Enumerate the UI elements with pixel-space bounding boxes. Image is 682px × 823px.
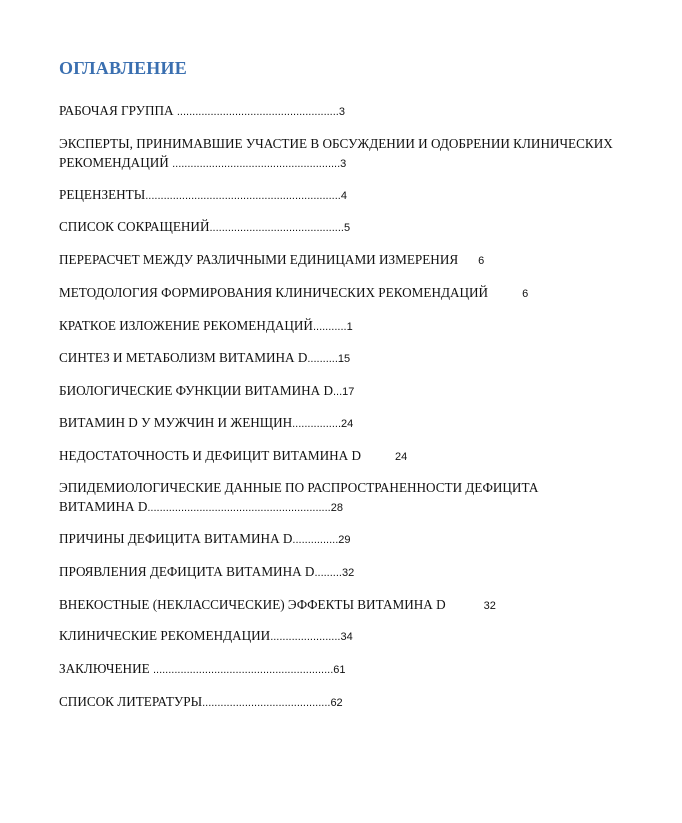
toc-entry-title: ЭПИДЕМИОЛОГИЧЕСКИЕ ДАННЫЕ ПО РАСПРОСТРАНЕННОСТИ ДЕФИЦИТА [59,480,539,495]
toc-entry-leader: ....................... [270,631,341,643]
toc-entry-working-group[interactable] [59,101,659,122]
toc-entry-page: 28 [330,502,343,514]
toc-entry-leader: ..................................................... [176,106,339,118]
toc-entry-references[interactable] [59,692,659,713]
toc-entry-page: 32 [483,600,496,612]
toc-entry-title: ЭКСПЕРТЫ, ПРИНИМАВШИЕ УЧАСТИЕ В ОБСУЖДЕНИИ И ОДОБРЕНИИ КЛИНИЧЕСКИХ [59,136,613,151]
toc-entry-title: СПИСОК ЛИТЕРАТУРЫ [59,694,203,709]
toc-entry-page: 15 [337,353,351,365]
toc-entry-page: 32 [341,567,355,579]
toc-entry-synthesis[interactable] [59,348,659,369]
toc-entry-title: КРАТКОЕ ИЗЛОЖЕНИЕ РЕКОМЕНДАЦИЙ [59,318,313,333]
toc-entry-insufficiency[interactable] [59,446,659,467]
toc-entry-epidemiology[interactable] [59,478,659,518]
toc-entry-title: СИНТЕЗ И МЕТАБОЛИЗМ ВИТАМИНА D [59,350,308,365]
toc-entry-leader: ................................................................ [145,190,341,202]
toc-entry-leader: ............................................ [209,222,344,234]
toc-entry-methodology[interactable] [59,283,659,304]
toc-entry-leader: ............... [292,534,339,546]
toc-entry-manifestations[interactable] [59,562,659,583]
page-title: ОГЛАВЛЕНИЕ [59,58,187,78]
toc-entry-title: ЗАКЛЮЧЕНИЕ [59,661,153,676]
toc-entry-title: БИОЛОГИЧЕСКИЕ ФУНКЦИИ ВИТАМИНА D [59,383,333,398]
toc-entry-title-continued: РЕКОМЕНДАЦИЙ [59,155,173,170]
toc-entry-title: ПЕРЕРАСЧЕТ МЕЖДУ РАЗЛИЧНЫМИ ЕДИНИЦАМИ ИЗМЕРЕНИЯ [59,252,459,267]
toc-entry-title: НЕДОСТАТОЧНОСТЬ И ДЕФИЦИТ ВИТАМИНА D [59,448,361,463]
toc-entry-extraskeletal[interactable] [59,595,659,616]
toc-entry-experts[interactable] [59,134,659,174]
toc-entry-leader: ........................................................... [152,664,334,676]
toc-entry-page: 17 [342,386,355,398]
toc-entry-leader: .......................................... [202,697,331,709]
toc-entry-unit-conversion[interactable] [59,250,659,271]
toc-entry-title: КЛИНИЧЕСКИЕ РЕКОМЕНДАЦИИ [59,628,271,643]
toc-entry-leader: ................ [292,418,342,430]
toc-entry-title: ПРОЯВЛЕНИЯ ДЕФИЦИТА ВИТАМИНА D [59,564,315,579]
toc-entry-title: СПИСОК СОКРАЩЕНИЙ [59,219,210,234]
toc-entry-page: 24 [341,418,354,430]
toc-entry-page: 24 [394,451,408,463]
toc-entry-page: 4 [340,190,347,202]
toc-entry-men-women[interactable] [59,413,659,434]
toc-entry-title: ПРИЧИНЫ ДЕФИЦИТА ВИТАМИНА D [59,531,293,546]
toc-entry-page: 61 [333,664,346,676]
toc-entry-abbreviations[interactable] [59,217,659,238]
toc-entry-page: 29 [338,534,351,546]
toc-entry-conclusion[interactable] [59,659,659,680]
toc-entry-page: 6 [478,255,485,267]
toc-entry-leader: ............................................................ [147,502,331,514]
toc-entry-leader: ........... [312,321,347,333]
toc-entry-title: РАБОЧАЯ ГРУППА [59,103,177,118]
toc-entry-reviewers[interactable] [59,185,659,206]
toc-entry-clinical-recommendations[interactable] [59,626,659,647]
toc-entry-title: МЕТОДОЛОГИЯ ФОРМИРОВАНИЯ КЛИНИЧЕСКИХ РЕКОМЕНДАЦИЙ [59,285,489,300]
toc-entry-leader: ... [332,386,343,398]
toc-entry-biological-functions[interactable] [59,381,659,402]
toc-entry-title: ВИТАМИН D У МУЖЧИН И ЖЕНЩИН [59,415,293,430]
toc-entry-page: 34 [340,631,353,643]
toc-entry-leader: ......... [314,567,342,579]
toc-entry-page: 62 [330,697,343,709]
toc-entry-title: РЕЦЕНЗЕНТЫ [59,187,146,202]
toc-entry-title-continued: ВИТАМИНА D [59,499,148,514]
toc-entry-leader: .......... [307,353,338,365]
toc-entry-page: 1 [346,321,353,333]
toc-entry-leader: ....................................................... [172,158,341,170]
toc-entry-page: 3 [338,106,345,118]
toc-entry-causes[interactable] [59,529,659,550]
toc-entry-page: 3 [340,158,347,170]
toc-entry-summary[interactable] [59,316,659,337]
toc-entry-title: ВНЕКОСТНЫЕ (НЕКЛАССИЧЕСКИЕ) ЭФФЕКТЫ ВИТАМИНА D [59,597,446,612]
toc-entry-page: 6 [522,288,529,300]
toc-entry-page: 5 [343,222,351,234]
